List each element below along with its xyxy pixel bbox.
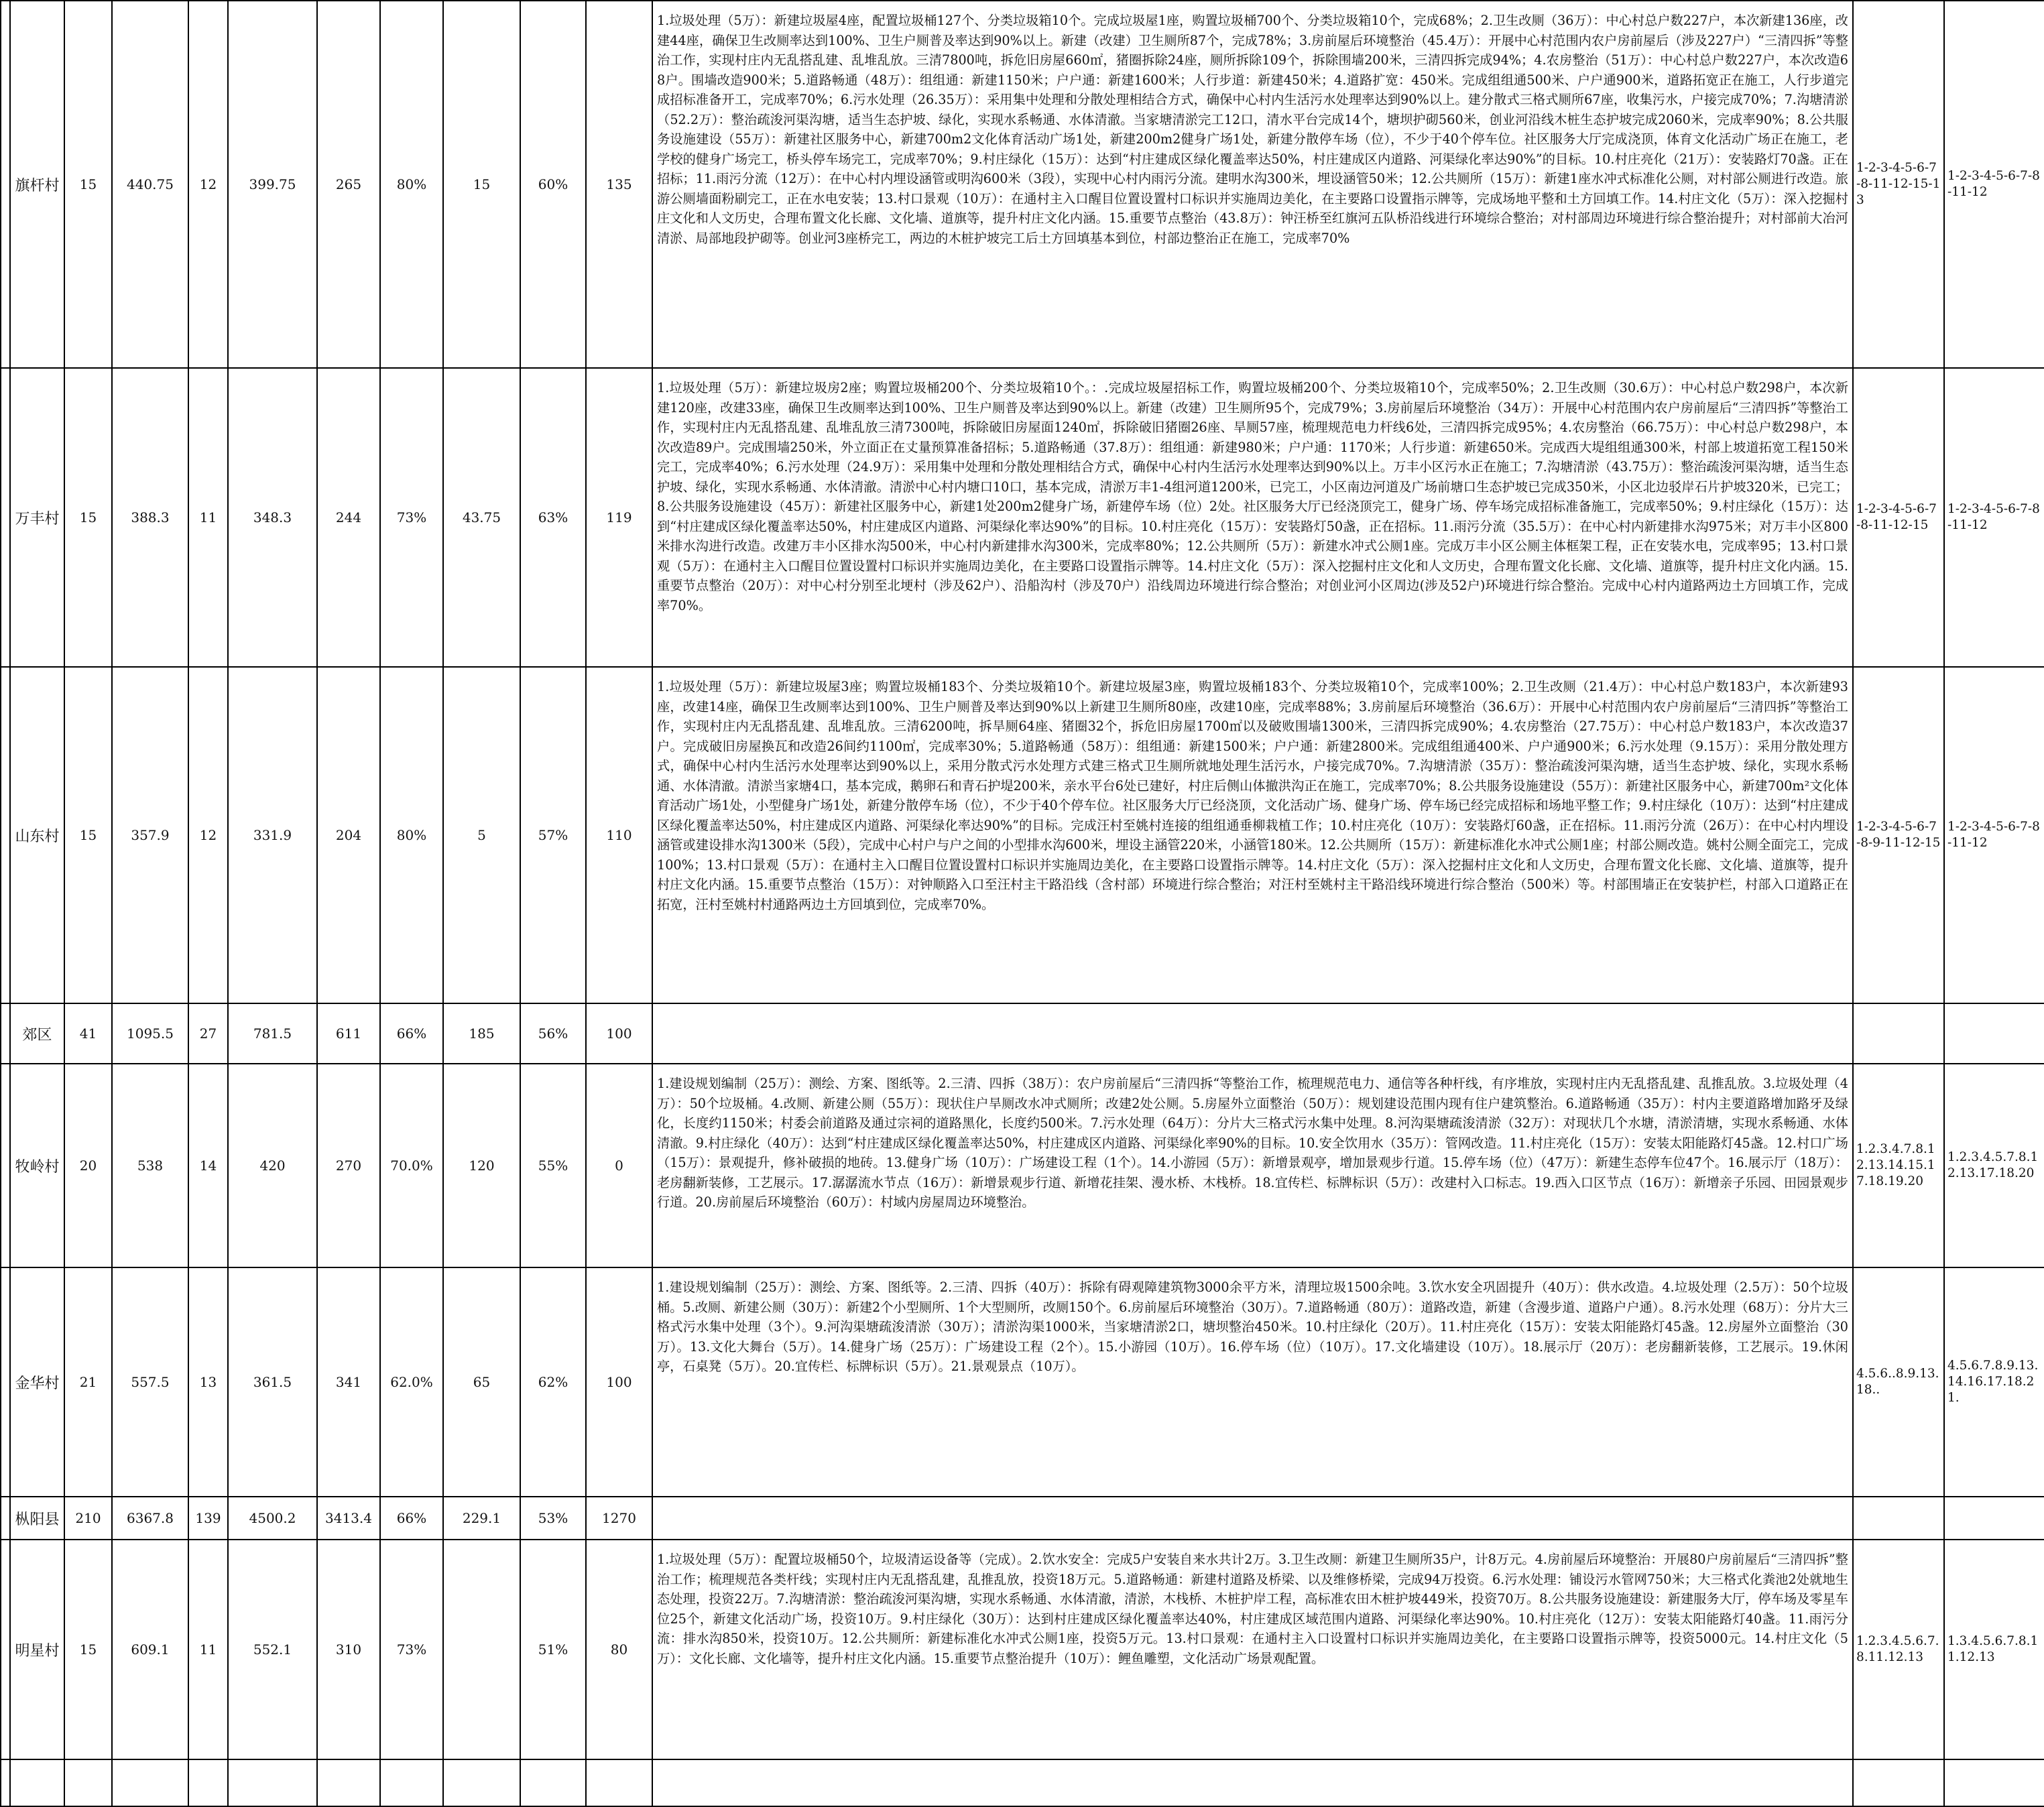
village-name-cell: 郊区 [10, 1003, 64, 1064]
progress-rate-cell: 53% [520, 1497, 586, 1540]
row-edge-cell [1, 1540, 10, 1759]
project-description-cell: 1.建设规划编制（25万）：测绘、方案、图纸等。2.三清、四拆（38万）：农户房前屋后“三清四拆“等整治工作，梳理规范电力、通信等各种杆线，有序堆放，实现村庄内无乱搭乱建、乱推乱放。3.垃圾处理（4万）：50个垃圾桶。4.改厕、新建公厕（55万）：现状住户旱厕改水冲式厕所；改建2处公厕。5.房屋外立面整治（50万）：规划建设范围内现有住户建筑整治。6.道路畅通（35万）：村内主要道路增加路牙及绿化，长度约1150米；村委会前道路及通过宗祠的道路黑化，长度约500米。7.污水处理（64万）：分片大三格式污水集中处理。8.河沟渠塘疏浚清淤（32万）：对现状几个水塘，清淤清塘，实现水系畅通、水体清澈。9.村庄绿化（40万）：达到“村庄建成区绿化覆盖率达50%，村庄建成区内道路、河渠绿化率90%的目标。10.安全饮用水（35万）：管网改造。11.村庄亮化（15万）：安装太阳能路灯45盏。12.村口广场（15万）：景观提升，修补破损的地砖。13.健身广场（10万）：广场建设工程（1个）。14.小游园（5万）：新增景观亭，增加景观步行道。15.停车场（位）（47万）：新建生态停车位47个。16.展示厅（18万）：老房翻新装修，工艺展示。17.潺潺流水节点（16万）：新增景观步行道、新增花挂架、漫水桥、木栈桥。18.宜传栏、标牌标识（5万）：改建村入口标志。19.西入口区节点（16万）：新增亲子乐园、田园景观步行道。20.房前屋后环境整治（60万）：村域内房屋周边环境整治。 [652, 1064, 1853, 1267]
score-cell: 80 [586, 1540, 652, 1759]
started-items-cell: 1-2-3-4-5-6-7-8-11-12 [1944, 368, 2044, 667]
progress-rate-cell: 62% [520, 1267, 586, 1497]
completed-projects-cell: 14 [188, 1064, 228, 1267]
started-items-cell: 1.3.4.5.6.7.8.11.12.13 [1944, 1540, 2044, 1759]
village-name-cell: 山东村 [10, 667, 64, 1003]
planned-investment-cell: 399.75 [228, 1, 317, 368]
investment-rate-cell: 66% [380, 1003, 443, 1064]
completed-projects-cell: 12 [188, 1, 228, 368]
score-cell: 110 [586, 667, 652, 1003]
project-count-cell: 15 [64, 1, 112, 368]
investment-rate-cell: 66% [380, 1497, 443, 1540]
total-investment-cell: 357.9 [112, 667, 188, 1003]
table-row [1, 1497, 2044, 1540]
investment-rate-cell: 73% [380, 368, 443, 667]
extra-investment-cell: 185 [443, 1003, 520, 1064]
started-items-cell [1944, 1003, 2044, 1064]
total-investment-cell [112, 1759, 188, 1806]
planned-investment-cell [228, 1759, 317, 1806]
progress-rate-cell: 60% [520, 1, 586, 368]
village-name-cell: 旗杆村 [10, 1, 64, 368]
completed-items-cell: 1-2-3-4-5-6-7-8-9-11-12-15 [1853, 667, 1944, 1003]
extra-investment-cell [443, 1759, 520, 1806]
project-description-cell [652, 1003, 1853, 1064]
table-row [1, 368, 2044, 667]
project-description-cell: 1.垃圾处理（5万）：配置垃圾桶50个，垃圾清运设备等（完成）。2.饮水安全：完成5户安装自来水共计2万。3.卫生改厕：新建卫生厕所35户，计8万元。4.房前屋后环境整治：开展80户房前屋后“三清四拆”整治工作；梳理规范各类杆线；实现村庄内无乱搭乱建，乱推乱放，投资18万元。5.道路畅通：新建村道路及桥梁、以及维修桥梁，完成94万投资。6.污水处理：铺设污水管网750米；大三格式化粪池2处就地生态处理，投资22万。7.沟塘清淤：整治疏浚河渠沟塘，实现水系畅通、水体清澈，清淤，木栈桥、木桩护岸工程，高标准农田木桩护坡449米，投资70万。8.公共服务设施建设：新建服务大厅，停车场及零星车位25个，新建文化活动广场，投资10万。9.村庄绿化（30万）：达到村庄建成区绿化覆盖率达40%，村庄建成区域范围内道路、河渠绿化率达90%。10.村庄亮化（12万）：安装太阳能路灯40盏。11.雨污分流：排水沟850米，投资10万。12.公共厕所：新建标准化水冲式公厕1座，投资5万元。13.村口景观：在通村主入口设置村口标识并实施周边美化，在主要路口设置指示牌等，投资5000元。14.村庄文化（5万）：文化长廊、文化墙等，提升村庄文化内涵。15.重要节点整治提升（10万）：鲤鱼雕塑，文化活动广场景观配置。 [652, 1540, 1853, 1759]
completed-projects-cell: 13 [188, 1267, 228, 1497]
completed-investment-cell: 611 [317, 1003, 380, 1064]
project-count-cell: 15 [64, 1540, 112, 1759]
row-edge-cell [1, 1759, 10, 1806]
village-name-cell [10, 1759, 64, 1806]
row-edge-cell [1, 1003, 10, 1064]
project-count-cell: 20 [64, 1064, 112, 1267]
completed-items-cell: 4.5.6..8.9.13.18.. [1853, 1267, 1944, 1497]
investment-rate-cell: 80% [380, 1, 443, 368]
project-description-cell: 1.垃圾处理（5万）：新建垃圾屋3座；购置垃圾桶183个、分类垃圾箱10个。新建垃圾屋3座，购置垃圾桶183个、分类垃圾箱10个，完成率100%；2.卫生改厕（21.4万）：中心村总户数183户，本次新建93座，改建14座，确保卫生改厕率达到100%、卫生户厕普及率达到90%以上新建卫生厕所80座，改建10座，完成率88%；3.房前屋后环境整治（36.6万）：开展中心村范围内农户房前屋后“三清四拆”等整治工作，实现村庄内无乱搭乱建、乱堆乱放。三清6200吨，拆旱厕64座、猪圈32个，拆危旧房屋1700㎡以及破败围墙1300米，三清四拆完成90%；4.农房整治（27.75万）：中心村总户数183户，本次改造37户。完成破旧房屋换瓦和改造26间约1100㎡，完成率30%；5.道路畅通（58万）：组组通：新建1500米；户户通：新建2800米。完成组组通400米、户户通900米；6.污水处理（9.15万）：采用分散处理方式，确保中心村内生活污水处理率达到90%以上，采用分散式污水处理方式建三格式卫生厕所就地处理生活污水，户接完成70%。7.沟塘清淤（35万）：整治疏浚河渠沟塘，适当生态护坡、绿化，实现水系畅通、水体清澈。清淤当家塘4口，基本完成，鹅卵石和青石护堤200米，亲水平台6处已建好，村庄后侧山体撤洪沟正在施工，完成率70%；8.公共服务设施建设（55万）：新建社区服务中心，新建700m²文化体育活动广场1处，小型健身广场1处，新建分散停车场（位），不少于40个停车位。社区服务大厅已经浇顶，文化活动广场、健身广场、停车场已经完成招标和场地平整工作；9.村庄绿化（10万）：达到“村庄建成区绿化覆盖率达50%，村庄建成区内道路、河渠绿化率达90%”的目标。完成汪村至姚村连接的组组通垂柳栽植工作；10.村庄亮化（10万）：安装路灯60盏，正在招标。11.雨污分流（26万）：在中心村内埋设涵管或建设排水沟1300米（5段），完成中心村户与户之间的小型排水沟600米，埋设主涵管220米，小涵管180米。12.公共厕所（15万）：新建标准化水冲式公厕1座；村部公厕改造。姚村公厕全面完工，完成100%；13.村口景观（5万）：在通村主入口醒目位置设置村口标识并实施周边美化，在主要路口设置指示牌等。14.村庄文化（5万）：深入挖掘村庄文化和人文历史，合理布置文化长廊、文化墙、道旗等，提升村庄文化内涵。15.重要节点整治（15万）：对钟顺路入口至汪村主干路沿线（含村部）环境进行综合整治；对汪村至姚村主干路沿线环境进行综合整治（500米）等。村部围墙正在安装护栏，村部入口道路正在拓宽，汪村至姚村村通路两边土方回填到位，完成率70%。 [652, 667, 1853, 1003]
extra-investment-cell: 229.1 [443, 1497, 520, 1540]
project-description-cell [652, 1497, 1853, 1540]
planned-investment-cell: 4500.2 [228, 1497, 317, 1540]
table-row [1, 1759, 2044, 1806]
score-cell: 100 [586, 1267, 652, 1497]
score-cell: 1270 [586, 1497, 652, 1540]
completed-investment-cell [317, 1759, 380, 1806]
score-cell: 0 [586, 1064, 652, 1267]
extra-investment-cell: 15 [443, 1, 520, 368]
village-name-cell: 万丰村 [10, 368, 64, 667]
completed-investment-cell: 341 [317, 1267, 380, 1497]
completed-items-cell: 1-2-3-4-5-6-7-8-11-12-15 [1853, 368, 1944, 667]
project-count-cell [64, 1759, 112, 1806]
village-name-cell: 金华村 [10, 1267, 64, 1497]
started-items-cell: 1.2.3.4.5.7.8.12.13.17.18.20 [1944, 1064, 2044, 1267]
completed-projects-cell: 139 [188, 1497, 228, 1540]
total-investment-cell: 557.5 [112, 1267, 188, 1497]
table-row [1, 1267, 2044, 1497]
row-edge-cell [1, 368, 10, 667]
extra-investment-cell: 120 [443, 1064, 520, 1267]
planned-investment-cell: 348.3 [228, 368, 317, 667]
completed-items-cell: 1.2.3.4.7.8.12.13.14.15.17.18.19.20 [1853, 1064, 1944, 1267]
planned-investment-cell: 361.5 [228, 1267, 317, 1497]
score-cell: 100 [586, 1003, 652, 1064]
row-edge-cell [1, 667, 10, 1003]
planned-investment-cell: 420 [228, 1064, 317, 1267]
row-edge-cell [1, 1267, 10, 1497]
completed-items-cell [1853, 1497, 1944, 1540]
progress-rate-cell [520, 1759, 586, 1806]
progress-rate-cell: 63% [520, 368, 586, 667]
village-name-cell: 明星村 [10, 1540, 64, 1759]
project-description-cell: 1.垃圾处理（5万）：新建垃圾房2座；购置垃圾桶200个、分类垃圾箱10个。：.完成垃圾屋招标工作，购置垃圾桶200个、分类垃圾箱10个，完成率50%；2.卫生改厕（30.6万）：中心村总户数298户，本次新建120座，改建33座，确保卫生改厕率达到100%、卫生户厕普及率达到90%以上。新建（改建）卫生厕所95个，完成79%；3.房前屋后环境整治（34万）：开展中心村范围内农户房前屋后“三清四拆”等整治工作，实现村庄内无乱搭乱建、乱堆乱放三清7300吨，拆除破旧房屋面1240㎡，拆除破旧猪圈26座、旱厕57座，梳理规范电力杆线6处，三清四拆完成95%；4.农房整治（66.75万）：中心村总户数298户，本次改造89户。完成围墙250米，外立面正在丈量预算准备招标；5.道路畅通（37.8万）：组组通：新建980米；户户通：1170米；人行步道：新建650米。完成西大堤组组通300米，村部上坡道拓宽工程150米完工，完成率40%；6.污水处理（24.9万）：采用集中处理和分散处理相结合方式，确保中心村内生活污水处理率达到90%以上。万丰小区污水正在施工；7.沟塘清淤（43.75万）：整治疏浚河渠沟塘，适当生态护坡、绿化，实现水系畅通、水体清澈。清淤中心村内塘口10口，基本完成，清淤万丰1-4组河道1200米，已完工，小区南边河道及广场前塘口生态护坡已完成350米，小区北边驳岸石片护坡320米，已完工；8.公共服务设施建设（45万）：新建社区服务中心，新建1处200m2健身广场，新建停车场（位）2处。社区服务大厅已经浇顶完工，健身广场、停车场完成招标准备施工，完成率50%；9.村庄绿化（15万）：达到“村庄建成区绿化覆盖率达50%，村庄建成区内道路、河渠绿化率达90%”的目标。10.村庄亮化（15万）：安装路灯50盏，正在招标。11.雨污分流（35.5万）：在中心村内新建排水沟975米；对万丰小区800米排水沟进行改造。改建万丰小区排水沟500米，中心村内新建排水沟300米，完成率80%；12.公共厕所（5万）：新建水冲式公厕1座。完成万丰小区公厕主体框架工程，正在安装水电，完成率95；13.村口景观（5万）：在通村主入口醒目位置设置村口标识并实施周边美化，在主要路口设置指示牌等。14.村庄文化（5万）：深入挖掘村庄文化和人文历史，合理布置文化长廊、文化墙、道旗等，提升村庄文化内涵。15.重要节点整治（20万）：对中心村分别至北埂村（涉及62户）、沿船沟村（涉及70户）沿线周边环境进行综合整治；对创业河小区周边(涉及52户)环境进行综合整治。完成中心村内道路两边土方回填工作，完成率70%。 [652, 368, 1853, 667]
row-edge-cell [1, 1064, 10, 1267]
completed-projects-cell: 11 [188, 1540, 228, 1759]
investment-rate-cell: 73% [380, 1540, 443, 1759]
extra-investment-cell: 65 [443, 1267, 520, 1497]
project-count-cell: 21 [64, 1267, 112, 1497]
completed-projects-cell: 27 [188, 1003, 228, 1064]
investment-rate-cell: 62.0% [380, 1267, 443, 1497]
extra-investment-cell: 5 [443, 667, 520, 1003]
table-row [1, 1, 2044, 368]
progress-rate-cell: 56% [520, 1003, 586, 1064]
completed-projects-cell [188, 1759, 228, 1806]
table-row [1, 1540, 2044, 1759]
completed-projects-cell: 11 [188, 368, 228, 667]
score-cell: 119 [586, 368, 652, 667]
progress-rate-cell: 55% [520, 1064, 586, 1267]
project-count-cell: 210 [64, 1497, 112, 1540]
village-name-cell: 枞阳县 [10, 1497, 64, 1540]
planned-investment-cell: 552.1 [228, 1540, 317, 1759]
started-items-cell: 1-2-3-4-5-6-7-8-11-12 [1944, 1, 2044, 368]
started-items-cell [1944, 1759, 2044, 1806]
row-edge-cell [1, 1, 10, 368]
completed-investment-cell: 265 [317, 1, 380, 368]
completed-items-cell [1853, 1759, 1944, 1806]
project-count-cell: 15 [64, 368, 112, 667]
total-investment-cell: 538 [112, 1064, 188, 1267]
planned-investment-cell: 781.5 [228, 1003, 317, 1064]
total-investment-cell: 609.1 [112, 1540, 188, 1759]
completed-items-cell [1853, 1003, 1944, 1064]
score-cell: 135 [586, 1, 652, 368]
started-items-cell: 4.5.6.7.8.9.13.14.16.17.18.21. [1944, 1267, 2044, 1497]
progress-rate-cell: 57% [520, 667, 586, 1003]
table-row [1, 667, 2044, 1003]
completed-items-cell: 1.2.3.4.5.6.7.8.11.12.13 [1853, 1540, 1944, 1759]
completed-investment-cell: 270 [317, 1064, 380, 1267]
project-description-cell [652, 1759, 1853, 1806]
completed-investment-cell: 3413.4 [317, 1497, 380, 1540]
investment-rate-cell: 70.0% [380, 1064, 443, 1267]
planned-investment-cell: 331.9 [228, 667, 317, 1003]
row-edge-cell [1, 1497, 10, 1540]
table-row [1, 1003, 2044, 1064]
project-description-cell: 1.建设规划编制（25万）：测绘、方案、图纸等。2.三清、四拆（40万）：拆除有碍观障建筑物3000余平方米，清理垃圾1500余吨。3.饮水安全巩固提升（40万）：供水改造。4.垃圾处理（2.5万）：50个垃圾桶。5.改厕、新建公厕（30万）：新建2个小型厕所、1个大型厕所，改厕150个。6.房前屋后环境整治（30万）。7.道路畅通（80万）：道路改造，新建（含漫步道、道路户户通）。8.污水处理（68万）：分片大三格式污水集中处理（3个）。9.河沟渠塘疏浚清淤（30万）；清淤沟渠1000米，当家塘清淤2口，塘坝整治450米。10.村庄绿化（20万）。11.村庄亮化（15万）：安装太阳能路灯45盏。12.房屋外立面整治（30万）。13.文化大舞台（5万）。14.健身广场（25万）：广场建设工程（2个）。15.小游园（10万）。16.停车场（位）（10万）。17.文化墙建设（10万）。18.展示厅（20万）：老房翻新装修，工艺展示。19.休闲亭，石桌凳（5万）。20.宜传栏、标牌标识（5万）。21.景观景点（10万）。 [652, 1267, 1853, 1497]
completed-investment-cell: 310 [317, 1540, 380, 1759]
completed-investment-cell: 244 [317, 368, 380, 667]
completed-projects-cell: 12 [188, 667, 228, 1003]
table-row [1, 1064, 2044, 1267]
total-investment-cell: 1095.5 [112, 1003, 188, 1064]
started-items-cell [1944, 1497, 2044, 1540]
total-investment-cell: 6367.8 [112, 1497, 188, 1540]
village-name-cell: 牧岭村 [10, 1064, 64, 1267]
project-count-cell: 15 [64, 667, 112, 1003]
started-items-cell: 1-2-3-4-5-6-7-8-11-12 [1944, 667, 2044, 1003]
extra-investment-cell [443, 1540, 520, 1759]
extra-investment-cell: 43.75 [443, 368, 520, 667]
project-description-cell: 1.垃圾处理（5万）：新建垃圾屋4座，配置垃圾桶127个、分类垃圾箱10个。完成垃圾屋1座，购置垃圾桶700个、分类垃圾箱10个，完成68%；2.卫生改厕（36万）：中心村总户数227户，本次新建136座，改建44座，确保卫生改厕率达到100%、卫生户厕普及率达到90%以上。新建（改建）卫生厕所87个，完成78%；3.房前屋后环境整治（45.4万）：开展中心村范围内农户房前屋后（涉及227户）“三清四拆”等整治工作，实现村庄内无乱搭乱建、乱堆乱放。三清7800吨，拆危旧房屋660㎡，猪圈拆除24座，厕所拆除109个，拆除围墙200米，三清四拆完成94%；4.农房整治（51万）：中心村总户数227户，本次改造68户。围墙改造900米；5.道路畅通（48万）：组组通：新建1150米；户户通：新建1600米；人行步道：新建450米；4.道路扩宽：450米。完成组组通500米、户户通900米，道路拓宽正在施工，人行步道完成招标准备开工，完成率70%；6.污水处理（26.35万）：采用集中处理和分散处理相结合方式，确保中心村内生活污水处理率达到90%以上。建分散式三格式厕所67座，收集污水，户接完成70%；7.沟塘清淤（52.2万）：整治疏浚河渠沟塘，适当生态护坡、绿化，实现水系畅通、水体清澈。当家塘清淤完工12口，清水平台完成14个，塘坝护砌560米，创业河沿线木桩生态护坡完成2060米，完成率90%；8.公共服务设施建设（55万）：新建社区服务中心，新建700m2文化体育活动广场1处，新建200m2健身广场1处，新建分散停车场（位），不少于40个停车位。社区服务大厅完成浇顶，体育文化活动广场正在施工，老学校的健身广场完工，桥头停车场完工，完成率70%；9.村庄绿化（15万）：达到“村庄建成区绿化覆盖率达50%，村庄建成区内道路、河渠绿化率达90%”的目标。10.村庄亮化（21万）：安装路灯70盏。正在招标；11.雨污分流（12万）：在中心村内埋设涵管或明沟600米（3段），实现中心村内雨污分流。建明水沟300米，埋设涵管50米；12.公共厕所（15万）：新建1座水冲式标准化公厕，对村部公厕进行改造。旅游公厕墙面粉刷完工，正在水电安装；13.村口景观（10万）：在通村主入口醒目位置设置村口标识并实施周边美化，在主要路口设置指示牌等，完成场地平整和土方回填工作。14.村庄文化（5万）：深入挖掘村庄文化和人文历史，合理布置文化长廊、文化墙、道旗等，提升村庄文化内涵。15.重要节点整治（43.8万）：钟汪桥至红旗河五队桥沿线进行环境综合整治；对村部周边环境进行综合整治提升；对村部前大冶河清淤、局部地段护砌等。创业河3座桥完工，两边的木桩护坡完工后土方回填基本到位，村部边整治正在施工，完成率70% [652, 1, 1853, 368]
total-investment-cell: 440.75 [112, 1, 188, 368]
completed-investment-cell: 204 [317, 667, 380, 1003]
progress-rate-cell: 51% [520, 1540, 586, 1759]
project-count-cell: 41 [64, 1003, 112, 1064]
table-body [1, 1, 2044, 1806]
completed-items-cell: 1-2-3-4-5-6-7-8-11-12-15-13 [1853, 1, 1944, 368]
investment-rate-cell [380, 1759, 443, 1806]
total-investment-cell: 388.3 [112, 368, 188, 667]
investment-rate-cell: 80% [380, 667, 443, 1003]
score-cell [586, 1759, 652, 1806]
